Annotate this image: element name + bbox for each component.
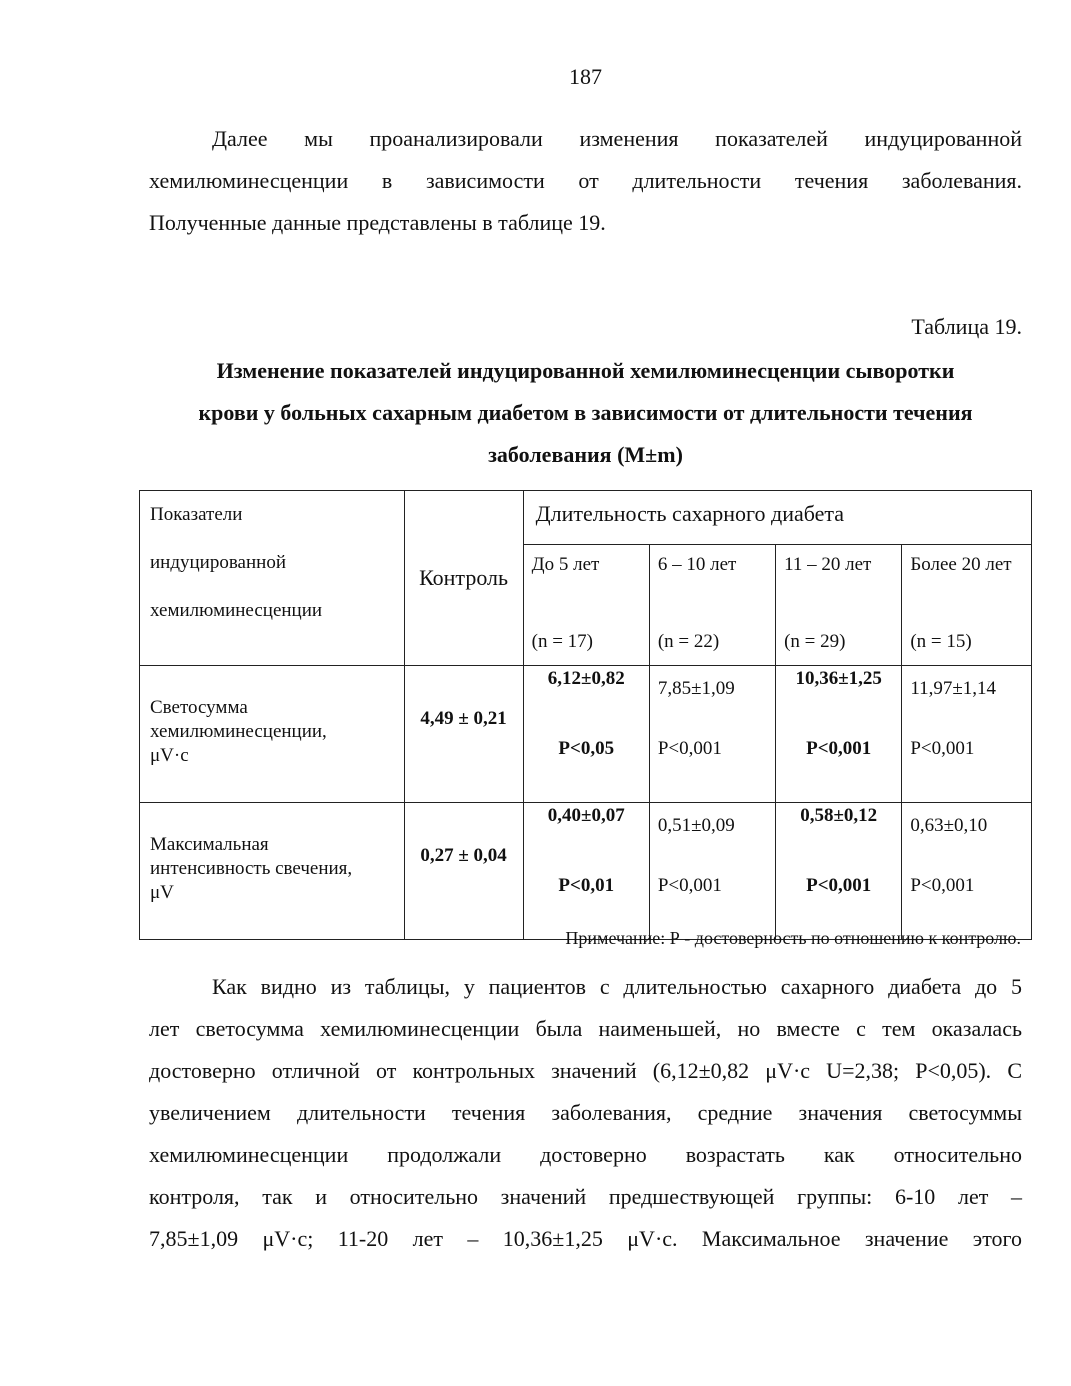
body-line: 7,85±1,09 μV·c; 11-20 лет – 10,36±1,25 μV·c. Максимальное значение этого [149, 1226, 1022, 1251]
group-n: (n = 17) [531, 631, 593, 652]
table-header-row [140, 491, 1032, 545]
indicator-line: μV [150, 882, 174, 903]
indicator-line: μV·c [150, 745, 189, 766]
indicator-line: Светосумма [150, 697, 248, 718]
indicator-header-line: хемилюминесценции [150, 600, 323, 621]
mean-value: 0,63±0,10 [910, 815, 988, 836]
body-line: достоверно отличной от контрольных значений (6,12±0,82 μV·c U=2,38; P<0,05). С [149, 1058, 1022, 1083]
body-line: контроля, так и относительно значений предшествующей группы: 6-10 лет – [149, 1184, 1022, 1209]
value-cell [776, 803, 902, 940]
mean-value: 0,58±0,12 [800, 805, 878, 826]
table-note: Примечание: Р - достоверность по отношению к контролю. [565, 928, 1021, 948]
table-row [140, 803, 1032, 940]
body-line: увеличением длительности течения заболевания, средние значения светосуммы [149, 1100, 1022, 1125]
mean-value: 10,36±1,25 [795, 668, 882, 689]
control-header-cell: Контроль [404, 491, 523, 666]
group-n: (n = 22) [657, 631, 720, 652]
group-label: 6 – 10 лет [657, 554, 737, 575]
indicator-line: хемилюминесценции, [150, 721, 327, 742]
results-table [139, 490, 1032, 940]
control-value-cell: 4,49 ± 0,21 [404, 666, 523, 803]
indicator-header-line: индуцированной [150, 552, 286, 573]
value-cell [902, 666, 1032, 803]
table-title-line: Изменение показателей индуцированной хемилюминесценции сыворотки [216, 358, 955, 383]
indicator-line: интенсивность свечения, [150, 858, 353, 879]
indicator-header-cell [140, 491, 405, 666]
table-title-line: крови у больных сахарным диабетом в зависимости от длительности течения [198, 400, 973, 425]
group-label: Более 20 лет [910, 554, 1012, 575]
p-value: P<0,001 [910, 738, 975, 759]
mean-value: 11,97±1,14 [910, 678, 997, 699]
p-value: P<0,001 [910, 875, 975, 896]
duration-header-cell: Длительность сахарного диабета [523, 491, 1031, 545]
intro-line: Далее мы проанализировали изменения показателей индуцированной [212, 126, 1022, 151]
table-row [140, 666, 1032, 803]
mean-value: 7,85±1,09 [657, 678, 735, 699]
table-title [140, 350, 1031, 476]
page-number: 187 [569, 64, 602, 89]
body-line: Как видно из таблицы, у пациентов с длительностью сахарного диабета до 5 [212, 974, 1022, 999]
p-value: P<0,001 [657, 875, 722, 896]
control-value-cell: 0,27 ± 0,04 [404, 803, 523, 940]
intro-line: хемилюминесценции в зависимости от длительности течения заболевания. [149, 168, 1022, 193]
table-title-line: заболевания (M±m) [488, 442, 683, 467]
body-line: лет светосумма хемилюминесценции была наименьшей, но вместе с тем оказалась [149, 1016, 1022, 1041]
p-value: P<0,001 [806, 738, 872, 759]
body-line: хемилюминесценции продолжали достоверно возрастать как относительно [149, 1142, 1022, 1167]
mean-value: 6,12±0,82 [547, 668, 625, 689]
p-value: P<0,001 [806, 875, 872, 896]
group-label: До 5 лет [531, 554, 600, 575]
value-cell [902, 803, 1032, 940]
value-cell [649, 666, 775, 803]
value-cell [523, 666, 649, 803]
group-header-cell [523, 545, 649, 666]
indicator-line: Максимальная [150, 834, 269, 855]
value-cell [649, 803, 775, 940]
value-cell [523, 803, 649, 940]
p-value: P<0,05 [558, 738, 615, 759]
p-value: P<0,01 [558, 875, 615, 896]
group-header-cell [776, 545, 902, 666]
group-label: 11 – 20 лет [784, 554, 872, 575]
indicator-cell [140, 666, 405, 803]
indicator-header-line: Показатели [150, 504, 243, 525]
value-cell [776, 666, 902, 803]
group-n: (n = 15) [910, 631, 972, 652]
intro-line: Полученные данные представлены в таблице 19. [149, 210, 606, 235]
group-header-cell [649, 545, 775, 666]
mean-value: 0,40±0,07 [547, 805, 625, 826]
mean-value: 0,51±0,09 [657, 815, 735, 836]
indicator-cell [140, 803, 405, 940]
group-n: (n = 29) [784, 631, 846, 652]
p-value: P<0,001 [657, 738, 722, 759]
table-label: Таблица 19. [911, 314, 1022, 339]
intro-paragraph [149, 118, 1022, 244]
body-paragraph [149, 966, 1022, 1260]
group-header-cell [902, 545, 1032, 666]
